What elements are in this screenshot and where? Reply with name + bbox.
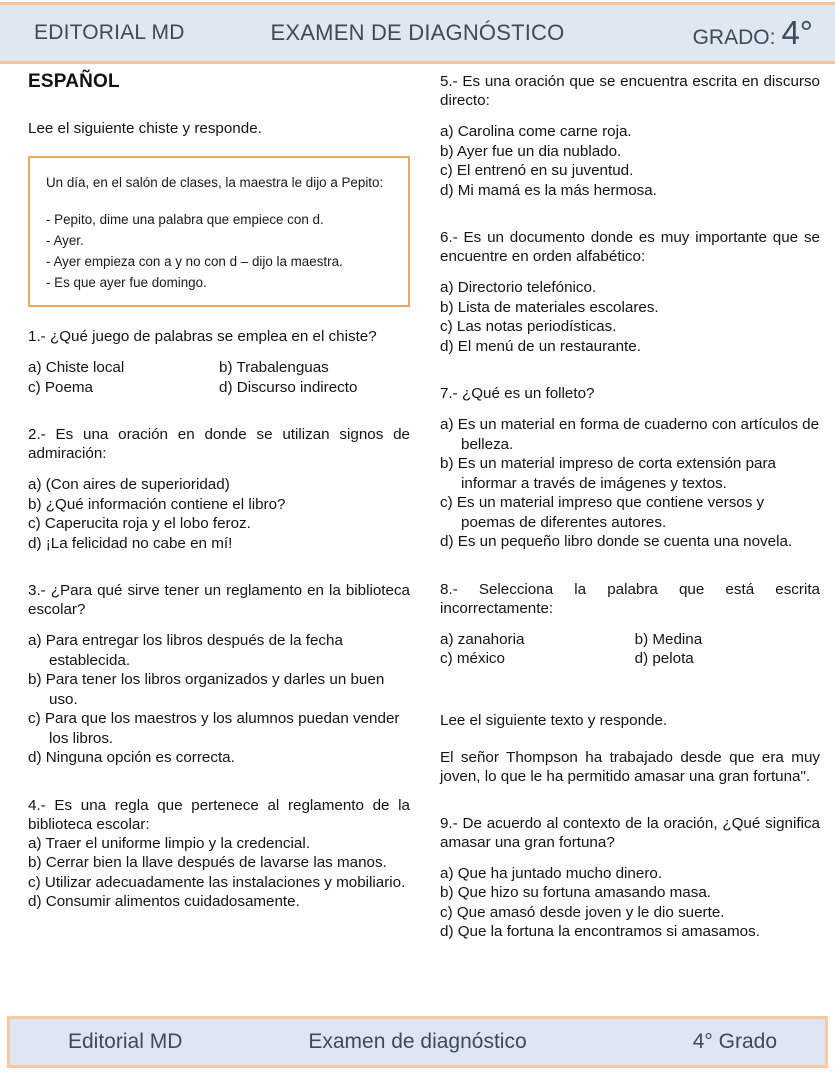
spacer — [440, 568, 820, 580]
question-options — [28, 631, 410, 768]
option-b[interactable]: b) Medina — [634, 630, 703, 648]
question-5 — [440, 72, 820, 200]
option-d[interactable]: d) pelota — [634, 650, 694, 667]
question-stem: 1.- ¿Qué juego de palabras se emplea en el chiste? — [28, 328, 377, 345]
header-publisher: EDITORIAL MD — [34, 21, 185, 44]
joke-line: - Ayer empieza con a y no con d – dijo la maestra. — [46, 254, 343, 269]
spacer — [440, 372, 820, 384]
option-d[interactable]: d) Discurso indirecto — [219, 378, 358, 396]
header-grade — [693, 16, 813, 50]
right-column — [440, 72, 820, 958]
footer-publisher: Editorial MD — [68, 1030, 183, 1053]
option-a[interactable]: a) Que ha juntado mucho dinero. — [440, 864, 663, 882]
question-stem: 8.- Selecciona la palabra que está escrita incorrectamente: — [440, 580, 820, 617]
header-grade-value: 4° — [781, 14, 813, 51]
question-2 — [28, 425, 410, 553]
spacer — [440, 802, 820, 814]
option-c[interactable]: c) Es un material impreso que contiene versos y poemas de diferentes autores. — [440, 494, 765, 531]
page-title: ESPAÑOL — [28, 71, 120, 92]
option-a[interactable]: a) Para entregar los libros después de la fecha establecida. — [28, 632, 343, 669]
spacer — [440, 685, 820, 711]
question-options — [440, 122, 820, 200]
footer-title: Examen de diagnóstico — [308, 1030, 527, 1053]
spacer — [28, 569, 410, 581]
option-b[interactable]: b) Lista de materiales escolares. — [440, 298, 659, 316]
reading-passage: El señor Thompson ha trabajado desde que era muy joven, lo que le ha permitido amasar una gran fortuna". — [440, 748, 820, 785]
option-b[interactable]: b) Trabalenguas — [219, 359, 329, 376]
option-b[interactable]: b) Que hizo su fortuna amasando masa. — [440, 884, 711, 901]
spacer — [28, 413, 410, 425]
option-c[interactable]: c) Caperucita roja y el lobo feroz. — [28, 515, 251, 532]
question-1 — [28, 327, 410, 397]
question-9 — [440, 814, 820, 942]
option-d[interactable]: d) Es un pequeño libro donde se cuenta una novela. — [440, 533, 793, 550]
question-4 — [28, 796, 410, 912]
option-c[interactable]: c) Que amasó desde joven y le dio suerte. — [440, 903, 725, 921]
option-b[interactable]: b) Es un material impreso de corta extensión para informar a través de imágenes y textos. — [440, 455, 776, 492]
question-options — [440, 864, 820, 942]
question-stem: 4.- Es una regla que pertenece al reglamento de la biblioteca escolar: — [28, 796, 410, 833]
spacer — [440, 216, 820, 228]
question-stem: 2.- Es una oración en donde se utilizan signos de admiración: — [28, 426, 410, 462]
question-7 — [440, 384, 820, 552]
option-d[interactable]: d) Ninguna opción es correcta. — [28, 749, 235, 766]
question-8 — [440, 580, 820, 669]
question-options — [440, 630, 820, 669]
question-stem: 3.- ¿Para qué sirve tener un reglamento en la biblioteca escolar? — [28, 582, 410, 618]
option-a[interactable]: a) Chiste local — [28, 359, 125, 376]
question-options — [28, 358, 410, 397]
option-a[interactable]: a) Carolina come carne roja. — [440, 123, 632, 140]
joke-line: - Es que ayer fue domingo. — [46, 275, 207, 290]
page-header — [0, 2, 835, 64]
question-stem: 7.- ¿Qué es un folleto? — [440, 385, 595, 402]
option-d[interactable]: d) El menú de un restaurante. — [440, 337, 641, 355]
exam-content — [0, 72, 835, 1007]
header-grade-label: GRADO: — [692, 26, 776, 49]
spacer — [28, 784, 410, 796]
question-options — [440, 415, 820, 552]
option-a[interactable]: a) Es un material en forma de cuaderno con artículos de belleza. — [440, 416, 820, 453]
option-c[interactable]: c) méxico — [440, 650, 505, 667]
option-d[interactable]: d) ¡La felicidad no cabe en mí! — [28, 534, 233, 552]
option-b[interactable]: b) Ayer fue un dia nublado. — [440, 142, 622, 160]
option-d[interactable]: d) Que la fortuna la encontramos si amasamos. — [440, 923, 760, 940]
footer-grade: 4° Grado — [692, 1030, 777, 1053]
question-stem: 6.- Es un documento donde es muy importante que se encuentre en orden alfabético: — [440, 229, 820, 265]
option-a[interactable]: a) Traer el uniforme limpio y la credencial. — [28, 834, 310, 852]
left-column — [28, 72, 410, 928]
question-options — [28, 475, 410, 553]
joke-lead-line: Un día, en el salón de clases, la maestra le dijo a Pepito: — [46, 175, 384, 190]
option-c[interactable]: c) Utilizar adecuadamente las instalaciones y mobiliario. — [28, 873, 406, 891]
question-stem: 9.- De acuerdo al contexto de la oración, ¿Qué significa amasar una gran fortuna? — [440, 814, 820, 851]
option-a[interactable]: a) (Con aires de superioridad) — [28, 476, 230, 493]
joke-line: - Ayer. — [46, 233, 84, 248]
option-a[interactable]: a) zanahoria — [440, 630, 525, 648]
reading-instruction-text: Lee el siguiente texto y responde. — [440, 711, 668, 729]
question-options — [28, 834, 410, 912]
question-3 — [28, 581, 410, 768]
option-b[interactable]: b) Para tener los libros organizados y darles un buen uso. — [28, 671, 385, 708]
option-c[interactable]: c) Para que los maestros y los alumnos puedan vender los libros. — [28, 710, 400, 747]
joke-text-box — [28, 156, 410, 307]
option-c[interactable]: c) El entrenó en su juventud. — [440, 162, 634, 179]
joke-line: - Pepito, dime una palabra que empiece con d. — [46, 212, 324, 227]
page-footer — [7, 1016, 828, 1068]
reading-instruction-joke: Lee el siguiente chiste y responde. — [28, 120, 262, 137]
option-d[interactable]: d) Consumir alimentos cuidadosamente. — [28, 893, 300, 910]
option-d[interactable]: d) Mi mamá es la más hermosa. — [440, 181, 657, 199]
option-b[interactable]: b) ¿Qué información contiene el libro? — [28, 495, 286, 513]
option-c[interactable]: c) Poema — [28, 378, 93, 396]
option-c[interactable]: c) Las notas periodísticas. — [440, 318, 617, 335]
question-options — [440, 278, 820, 356]
header-title: EXAMEN DE DIAGNÓSTICO — [270, 20, 565, 45]
option-b[interactable]: b) Cerrar bien la llave después de lavarse las manos. — [28, 854, 387, 871]
question-6 — [440, 228, 820, 356]
question-stem: 5.- Es una oración que se encuentra escrita en discurso directo: — [440, 73, 820, 109]
option-a[interactable]: a) Directorio telefónico. — [440, 279, 597, 296]
